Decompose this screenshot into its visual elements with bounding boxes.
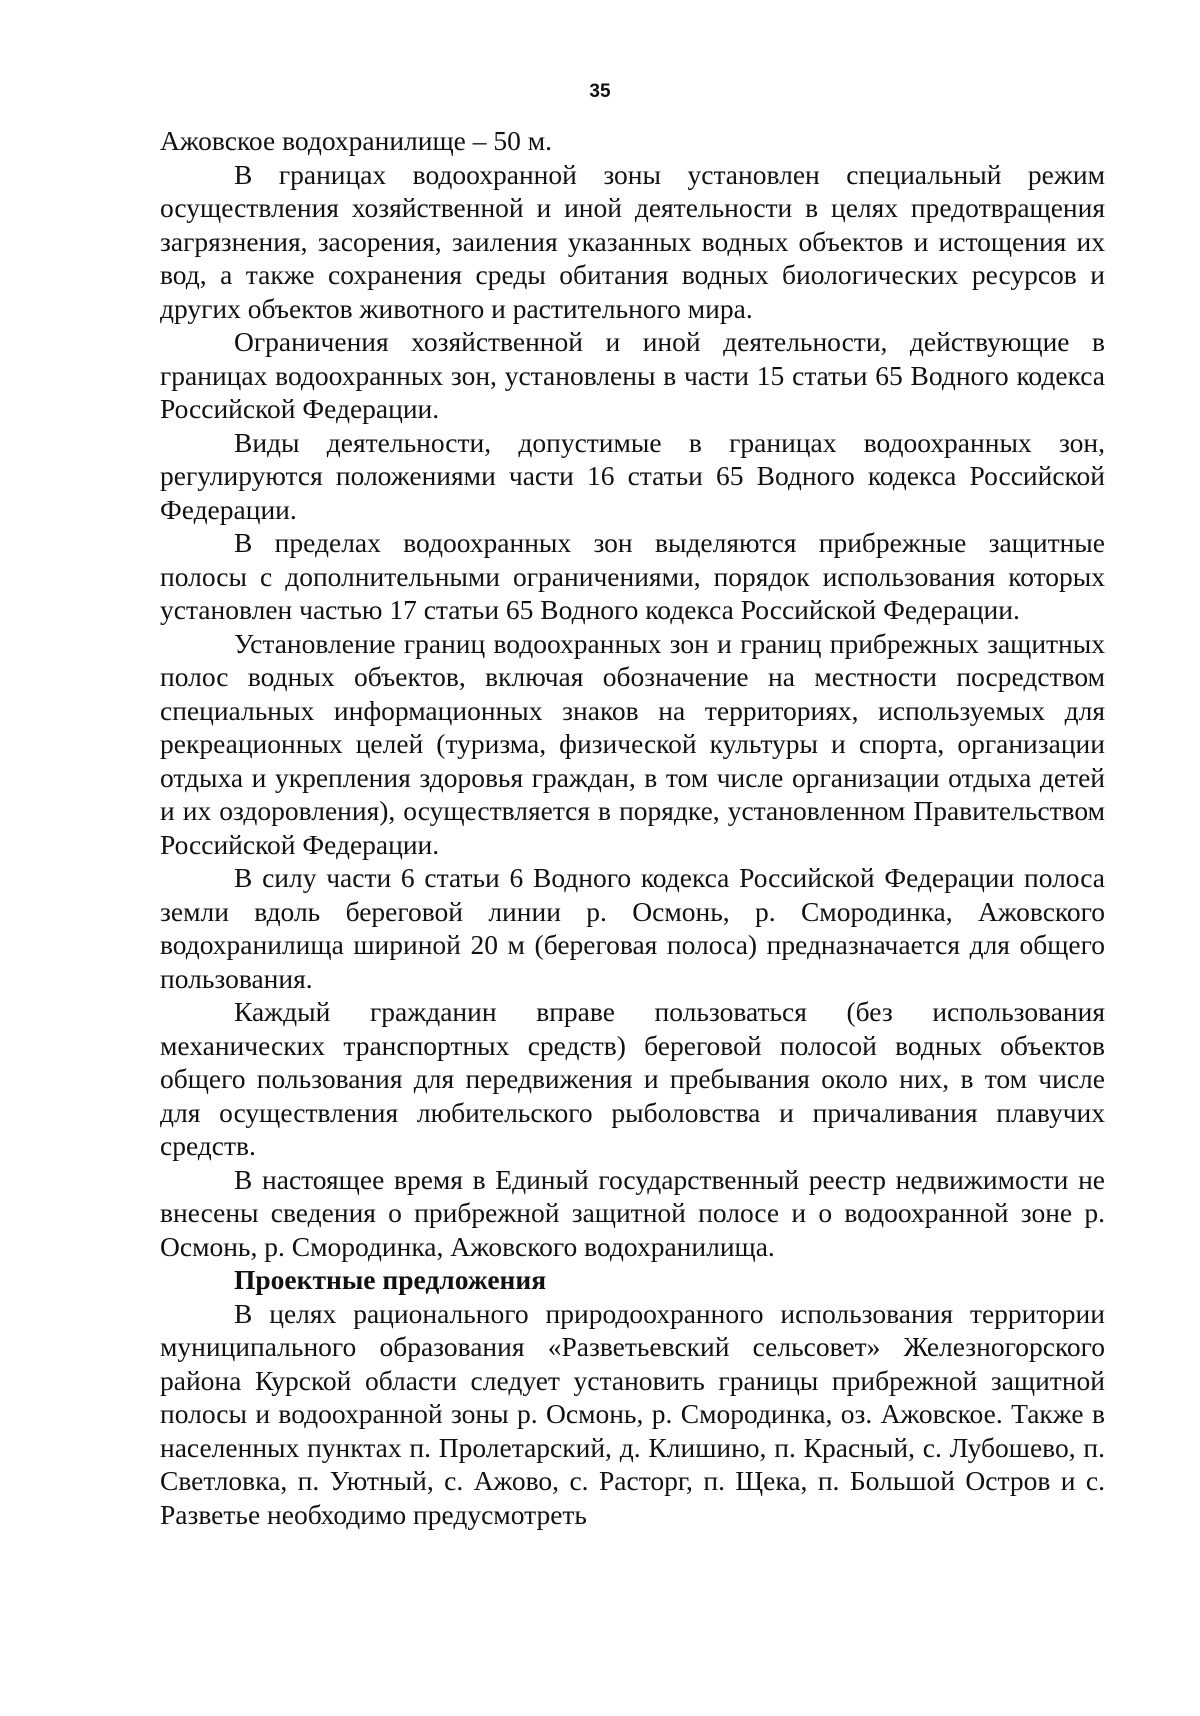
paragraph-protective-strips: В пределах водоохранных зон выделяются прибрежные защитные полосы с дополнительными ограничениями, порядок использования которых установлен частью 17 статьи 65 Водного кодекса Российской Федерации. (160, 527, 1105, 625)
paragraph-permitted-activities: Виды деятельности, допустимые в границах водоохранных зон, регулируются положениями части 16 статьи 65 Водного кодекса Российской Федерации. (160, 426, 1105, 525)
paragraph-coastal-strip: В силу части 6 статьи 6 Водного кодекса Российской Федерации полоса земли вдоль береговой линии р. Осмонь, р. Смородинка, Ажовского водохранилища шириной 20 м (береговая полоса) предназначается для общего пользования. (160, 862, 1105, 994)
paragraph-activity-restrictions: Ограничения хозяйственной и иной деятельности, действующие в границах водоохранных зон, установлены в части 15 статьи 65 Водного кодекса Российской Федерации. (160, 326, 1105, 424)
paragraph-citizen-rights: Каждый гражданин вправе пользоваться (без использования механических транспортных средств) береговой полосой водных объектов общего пользования для передвижения и пребывания около них, в том числе для осуществления любительского рыболовства и причаливания плавучих средств. (160, 996, 1105, 1161)
paragraph-boundary-establishment: Установление границ водоохранных зон и границ прибрежных защитных полос водных объектов, включая обозначение на местности посредством специальных информационных знаков на территориях, используемых для рекреационных целей (туризма, физической культуры и спорта, организации отдыха и укрепления здоровья граждан, в том числе организации отдыха детей и их оздоровления), осуществляется в порядке, установленном Правительством Российской Федерации. (160, 627, 1105, 860)
paragraph-reservoir-width: Ажовское водохранилище – 50 м. (160, 125, 553, 156)
section-heading: Проектные предложения (234, 1264, 547, 1295)
paragraph-special-regime: В границах водоохранной зоны установлен специальный режим осуществления хозяйственной и иной деятельности в целях предотвращения загрязнения, засорения, заиления указанных водных объектов и истощения их вод, а также сохранения среды обитания водных биологических ресурсов и других объектов животного и растительного мира. (160, 158, 1105, 324)
document-body (160, 124, 1105, 1531)
paragraph-project-proposals: В целях рационального природоохранного использования территории муниципального образования «Разветьевский сельсовет» Железногорского района Курской области следует установить границы прибрежной защитной полосы и водоохранной зоны р. Осмонь, р. Смородинка, оз. Ажовское. Также в населенных пунктах п. Пролетарский, д. Клишино, п. Красный, с. Лубошево, п. Светловка, п. Уютный, с. Ажово, с. Расторг, п. Щека, п. Большой Остров и с. Разветье необходимо предусмотреть (160, 1297, 1105, 1530)
paragraph-registry-status: В настоящее время в Единый государственный реестр недвижимости не внесены сведения о прибрежной защитной полосе и о водоохранной зоне р. Осмонь, р. Смородинка, Ажовского водохранилища. (160, 1163, 1105, 1262)
page-number: 35 (589, 81, 611, 102)
